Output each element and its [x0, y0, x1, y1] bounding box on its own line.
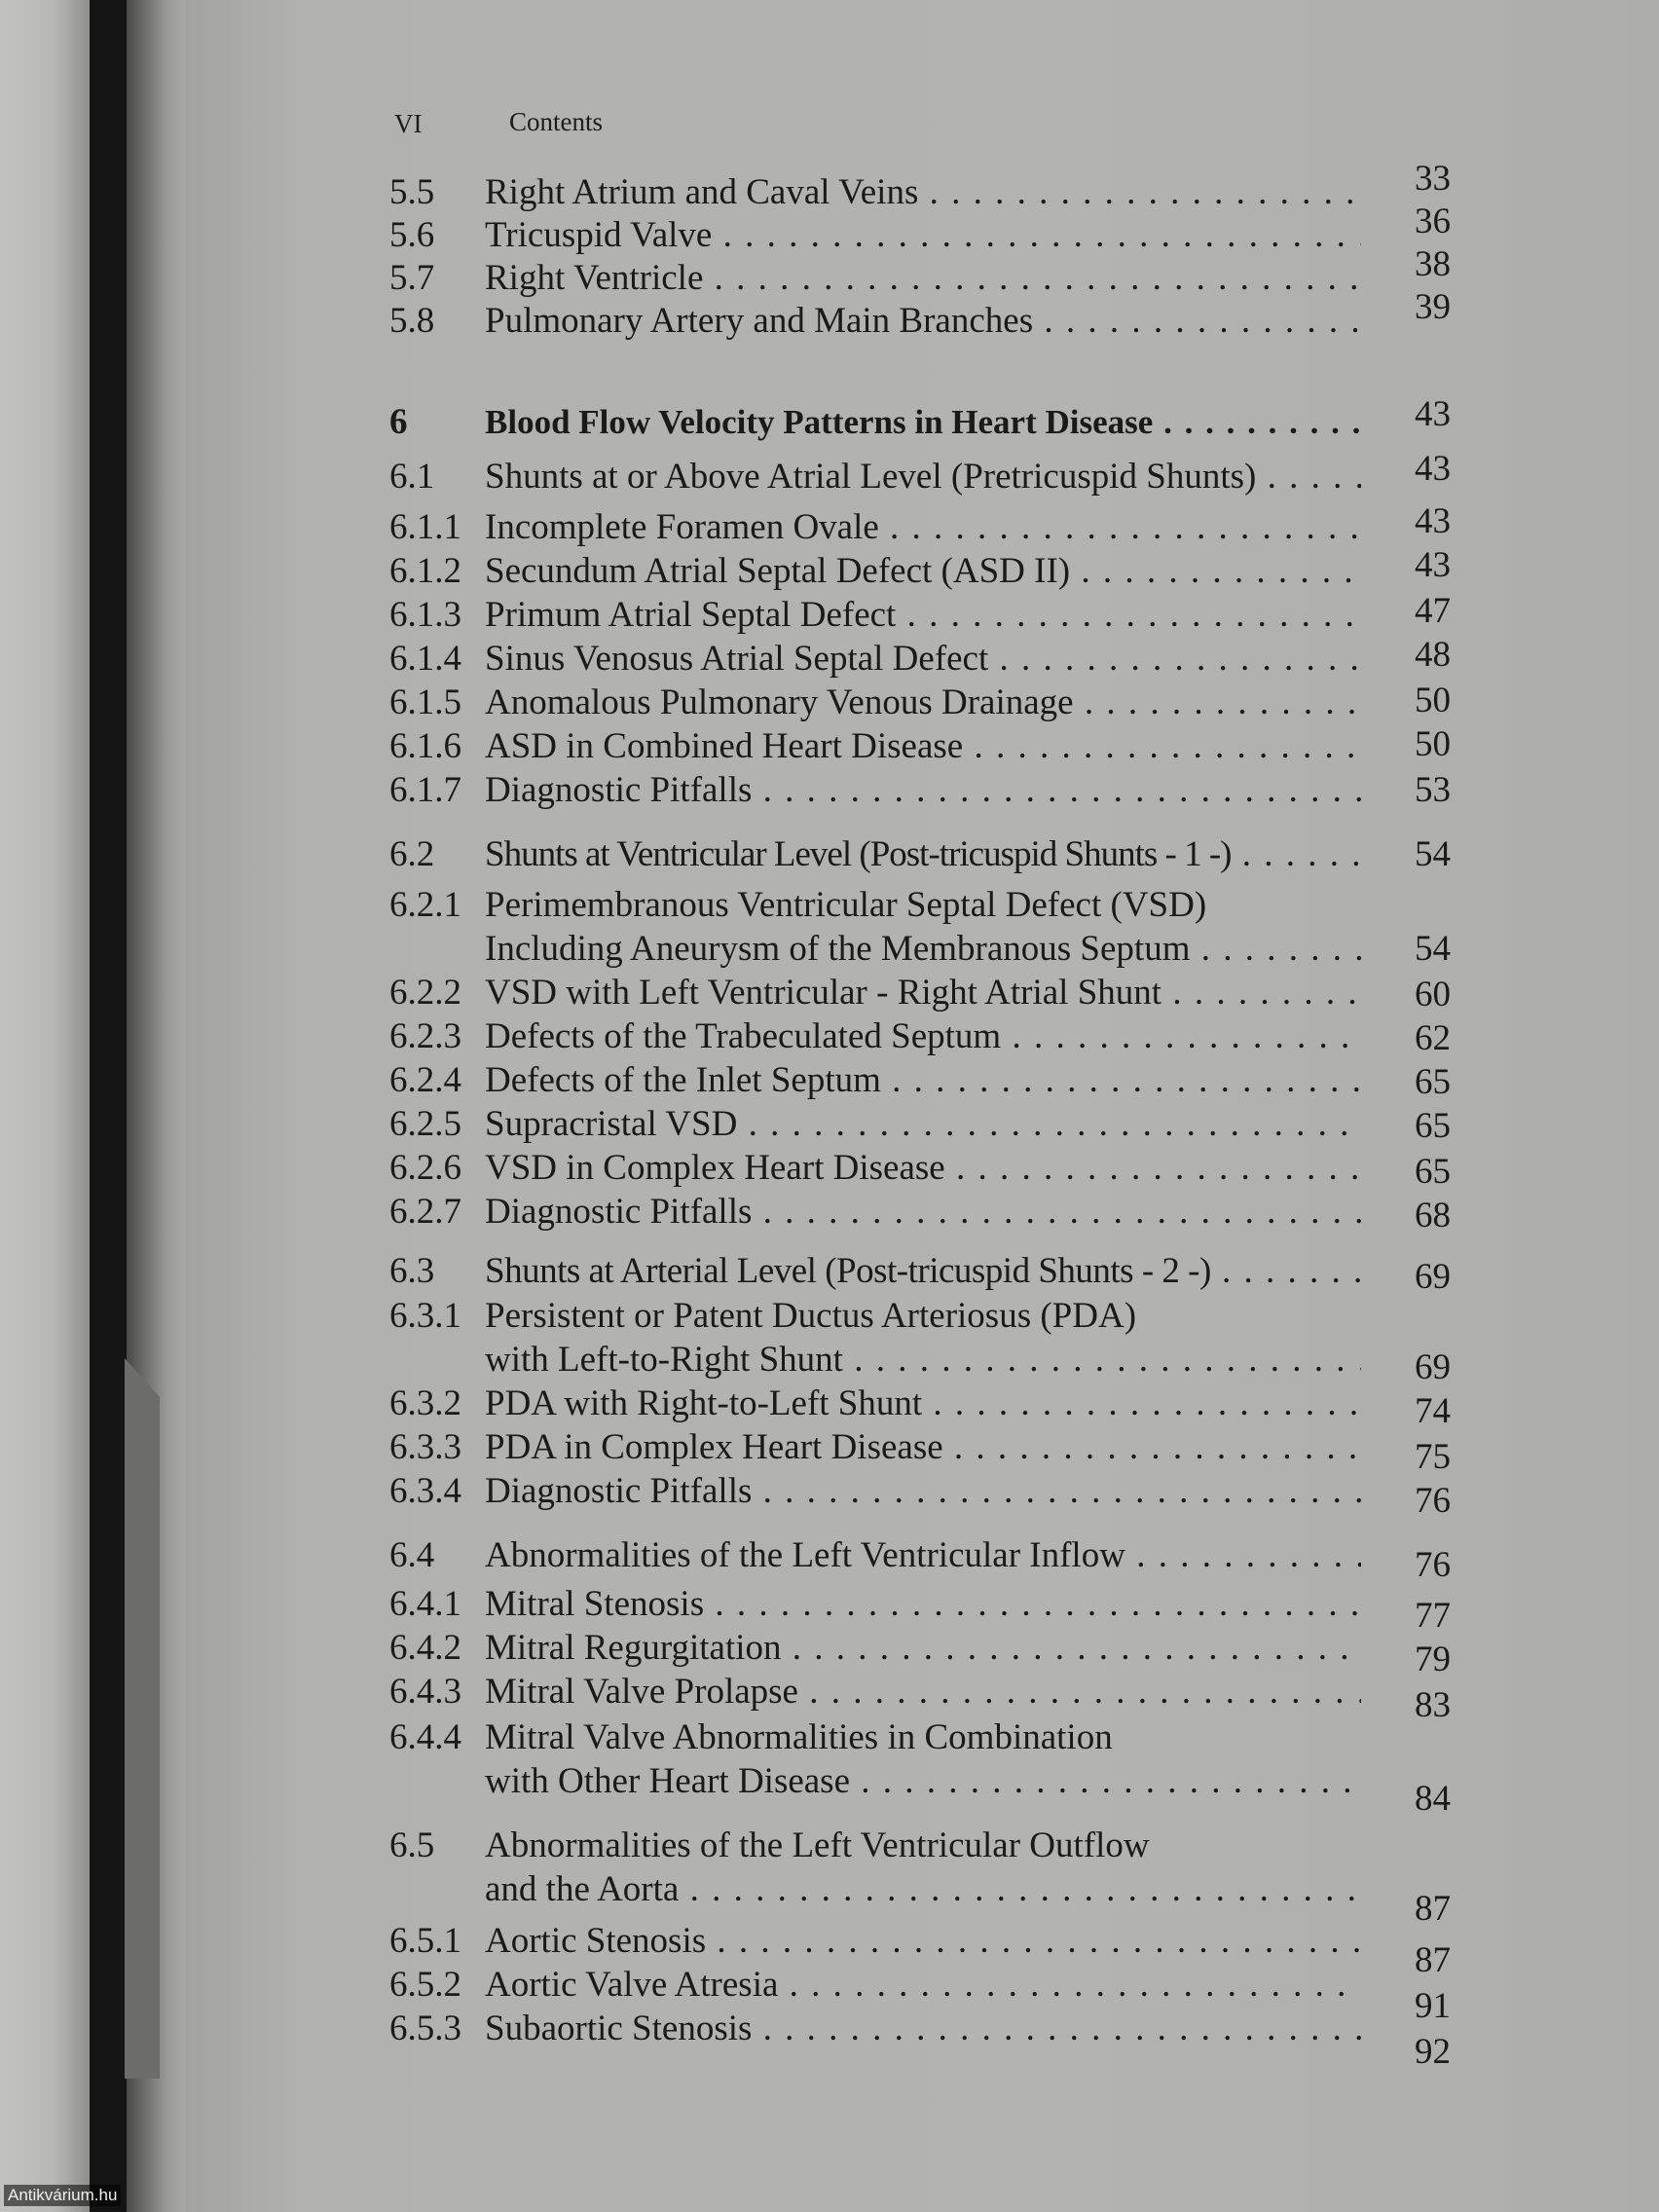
- entry-number: 6.3.3: [389, 1427, 461, 1467]
- entry-page: 84: [1415, 1779, 1451, 1819]
- entry-title: Mitral Stenosis . . .: [485, 1583, 1361, 1626]
- toc-chapter-entry[interactable]: [0, 394, 1659, 444]
- entry-number: 6.1.2: [389, 551, 461, 591]
- toc-entry-continuation[interactable]: [0, 1868, 1659, 1929]
- entry-title: Perimembranous Ventricular Septal Defect (VSD): [485, 885, 1207, 925]
- entry-title: Abnormalities of the Left Ventricular Inflow . . .: [485, 1534, 1361, 1577]
- entry-page: 65: [1415, 1062, 1451, 1102]
- entry-title: Shunts at or Above Atrial Level (Pretricuspid Shunts) . . .: [485, 456, 1361, 498]
- toc-entry[interactable]: [0, 972, 1659, 1014]
- entry-title: Mitral Valve Prolapse . . .: [485, 1671, 1361, 1714]
- toc-entry[interactable]: [0, 1147, 1659, 1190]
- entry-number: 6.2.5: [389, 1104, 461, 1144]
- entry-number: 5.8: [389, 301, 435, 341]
- toc-entry[interactable]: [0, 1191, 1659, 1234]
- entry-page: 92: [1415, 2032, 1451, 2072]
- toc-entry[interactable]: [0, 501, 1659, 549]
- entry-number: 6.1.4: [389, 639, 461, 679]
- entry-title: Subaortic Stenosis . . .: [485, 2008, 1361, 2050]
- entry-number: 6.4: [389, 1535, 435, 1575]
- toc-entry[interactable]: [0, 1534, 1659, 1585]
- entry-title: PDA with Right-to-Left Shunt . . .: [485, 1382, 1361, 1425]
- entry-title: VSD in Complex Heart Disease . . .: [485, 1147, 1361, 1190]
- entry-page: 69: [1415, 1257, 1451, 1297]
- entry-page: 47: [1415, 591, 1451, 631]
- entry-number: 6.2.1: [389, 885, 461, 925]
- entry-number: 6.2: [389, 834, 435, 874]
- toc-entry[interactable]: [0, 2008, 1659, 2072]
- entry-number: 6.3.2: [389, 1383, 461, 1423]
- toc-entry-continuation[interactable]: [0, 1339, 1659, 1387]
- entry-title-continuation: with Other Heart Disease . . .: [485, 1760, 1361, 1803]
- entry-title: Aortic Valve Atresia . . .: [485, 1964, 1361, 2007]
- toc-entry[interactable]: [0, 1015, 1659, 1058]
- entry-title: Shunts at Arterial Level (Post-tricuspid Shunts - 2 -) . . .: [485, 1250, 1361, 1293]
- entry-title-continuation: and the Aorta . . .: [485, 1868, 1361, 1911]
- entry-title: Anomalous Pulmonary Venous Drainage . . .: [485, 682, 1361, 724]
- entry-title: Diagnostic Pitfalls . . .: [485, 1470, 1361, 1513]
- entry-title: Pulmonary Artery and Main Branches . . .: [485, 300, 1361, 343]
- entry-page: 62: [1415, 1018, 1451, 1058]
- toc-entry[interactable]: [0, 449, 1659, 498]
- entry-number: 6.1.7: [389, 770, 461, 810]
- toc-entry[interactable]: [0, 884, 1659, 927]
- entry-page: 75: [1415, 1437, 1451, 1477]
- entry-title: Right Atrium and Caval Veins . . .: [485, 171, 1361, 214]
- entry-number: 6.5.1: [389, 1921, 461, 1961]
- toc-entry[interactable]: [0, 1103, 1659, 1146]
- entry-page: 36: [1415, 202, 1451, 241]
- toc-entry[interactable]: [0, 1920, 1659, 1980]
- entry-title: Incomplete Foramen Ovale . . .: [485, 506, 1361, 549]
- entry-page: 38: [1415, 244, 1451, 284]
- toc-entry[interactable]: [0, 1295, 1659, 1338]
- entry-title: ASD in Combined Heart Disease . . .: [485, 725, 1361, 768]
- toc-entry-continuation[interactable]: [0, 928, 1659, 971]
- entry-title: PDA in Complex Heart Disease . . .: [485, 1426, 1361, 1469]
- entry-number: 6.3.4: [389, 1471, 461, 1511]
- entry-number: 6.4.3: [389, 1672, 461, 1712]
- entry-page: 48: [1415, 635, 1451, 675]
- entry-title: Shunts at Ventricular Level (Post-tricuspid Shunts - 1 -) . . .: [485, 833, 1361, 876]
- entry-number: 6.1.5: [389, 682, 461, 722]
- entry-page: 54: [1415, 834, 1451, 874]
- entry-number: 6.1: [389, 457, 435, 497]
- entry-page: 74: [1415, 1391, 1451, 1431]
- entry-title-continuation: with Left-to-Right Shunt . . .: [485, 1339, 1361, 1382]
- entry-number: 6.5.3: [389, 2009, 461, 2048]
- toc-entry[interactable]: [0, 769, 1659, 812]
- toc-entry-continuation[interactable]: [0, 1760, 1659, 1819]
- entry-page: 76: [1415, 1481, 1451, 1521]
- entry-title: Primum Atrial Septal Defect . . .: [485, 594, 1361, 637]
- entry-page: 54: [1415, 929, 1451, 969]
- toc-entry[interactable]: [0, 725, 1659, 768]
- entry-number: 5.7: [389, 258, 435, 298]
- entry-page: 60: [1415, 975, 1451, 1014]
- entry-number: 6.5.2: [389, 1965, 461, 2005]
- entry-number: 6.4.2: [389, 1628, 461, 1668]
- entry-page: 87: [1415, 1940, 1451, 1980]
- toc-entry[interactable]: [0, 833, 1659, 876]
- entry-page: 77: [1415, 1596, 1451, 1636]
- entry-page: 65: [1415, 1152, 1451, 1192]
- entry-title: Persistent or Patent Ductus Arteriosus (PDA): [485, 1296, 1137, 1336]
- entry-page: 53: [1415, 770, 1451, 810]
- toc-entry[interactable]: [0, 1671, 1659, 1725]
- toc-entry[interactable]: [0, 1825, 1659, 1867]
- entry-title: Sinus Venosus Atrial Septal Defect . . .: [485, 638, 1361, 681]
- entry-number: 6.2.3: [389, 1016, 461, 1056]
- toc-entry[interactable]: [0, 1426, 1659, 1477]
- toc-entry[interactable]: [0, 635, 1659, 681]
- entry-number: 6.3: [389, 1251, 435, 1291]
- entry-number: 5.6: [389, 215, 435, 255]
- entry-page: 43: [1415, 394, 1451, 434]
- entry-number: 6.4.1: [389, 1584, 461, 1624]
- entry-number: 6: [389, 402, 408, 442]
- entry-title-continuation: Including Aneurysm of the Membranous Septum . . .: [485, 928, 1361, 971]
- entry-page: 33: [1415, 159, 1451, 199]
- entry-title: VSD with Left Ventricular - Right Atrial Shunt . . .: [485, 972, 1361, 1014]
- entry-title: Tricuspid Valve . . .: [485, 214, 1361, 257]
- toc-entry[interactable]: [0, 1470, 1659, 1521]
- entry-title: Defects of the Inlet Septum . . .: [485, 1059, 1361, 1102]
- toc-entry[interactable]: [0, 1250, 1659, 1297]
- entry-page: 65: [1415, 1106, 1451, 1146]
- entry-number: 6.3.1: [389, 1296, 461, 1336]
- entry-number: 6.2.7: [389, 1192, 461, 1232]
- entry-page: 50: [1415, 724, 1451, 764]
- entry-title: Diagnostic Pitfalls . . .: [485, 769, 1361, 812]
- entry-title: Mitral Valve Abnormalities in Combination: [485, 1717, 1113, 1757]
- running-header: Contents: [509, 107, 604, 136]
- toc-entry[interactable]: [0, 1627, 1659, 1679]
- entry-number: 6.1.1: [389, 507, 461, 547]
- entry-page: 76: [1415, 1545, 1451, 1585]
- entry-number: 5.5: [389, 172, 435, 212]
- entry-page: 43: [1415, 449, 1451, 489]
- entry-title: Blood Flow Velocity Patterns in Heart Disease . . .: [485, 401, 1361, 444]
- entry-page: 68: [1415, 1196, 1451, 1235]
- toc-entry[interactable]: [0, 682, 1659, 724]
- entry-page: 50: [1415, 681, 1451, 720]
- entry-title: Mitral Regurgitation . . .: [485, 1627, 1361, 1670]
- entry-number: 6.5: [389, 1825, 435, 1865]
- watermark: Antikvárium.hu: [4, 2185, 121, 2206]
- entry-number: 6.2.4: [389, 1060, 461, 1100]
- entry-page: 43: [1415, 545, 1451, 585]
- toc-entry[interactable]: [0, 1716, 1659, 1759]
- entry-number: 6.1.3: [389, 595, 461, 635]
- entry-title: Diagnostic Pitfalls . . .: [485, 1191, 1361, 1234]
- entry-title: Aortic Stenosis . . .: [485, 1920, 1361, 1963]
- entry-page: 87: [1415, 1889, 1451, 1929]
- toc-entry[interactable]: [0, 1583, 1659, 1636]
- toc-entry[interactable]: [0, 545, 1659, 593]
- entry-title: Secundum Atrial Septal Defect (ASD II) . . .: [485, 550, 1361, 593]
- entry-number: 6.2.2: [389, 973, 461, 1013]
- toc-entry[interactable]: [0, 591, 1659, 637]
- entry-title: Abnormalities of the Left Ventricular Outflow: [485, 1825, 1150, 1865]
- page-number: VI: [394, 109, 423, 138]
- entry-page: 79: [1415, 1640, 1451, 1679]
- entry-number: 6.4.4: [389, 1717, 461, 1757]
- entry-page: 43: [1415, 501, 1451, 541]
- entry-title: Supracristal VSD . . .: [485, 1103, 1361, 1146]
- entry-page: 39: [1415, 287, 1451, 327]
- entry-page: 69: [1415, 1347, 1451, 1387]
- entry-number: 6.1.6: [389, 726, 461, 766]
- entry-title: Right Ventricle . . .: [485, 257, 1361, 300]
- entry-number: 6.2.6: [389, 1148, 461, 1188]
- toc-entry[interactable]: [0, 1964, 1659, 2026]
- toc-entry[interactable]: [0, 1382, 1659, 1431]
- entry-page: 91: [1415, 1986, 1451, 2026]
- toc-entry[interactable]: [0, 287, 1659, 343]
- entry-title: Defects of the Trabeculated Septum . . .: [485, 1015, 1361, 1058]
- toc-entry[interactable]: [0, 1059, 1659, 1102]
- entry-page: 83: [1415, 1685, 1451, 1725]
